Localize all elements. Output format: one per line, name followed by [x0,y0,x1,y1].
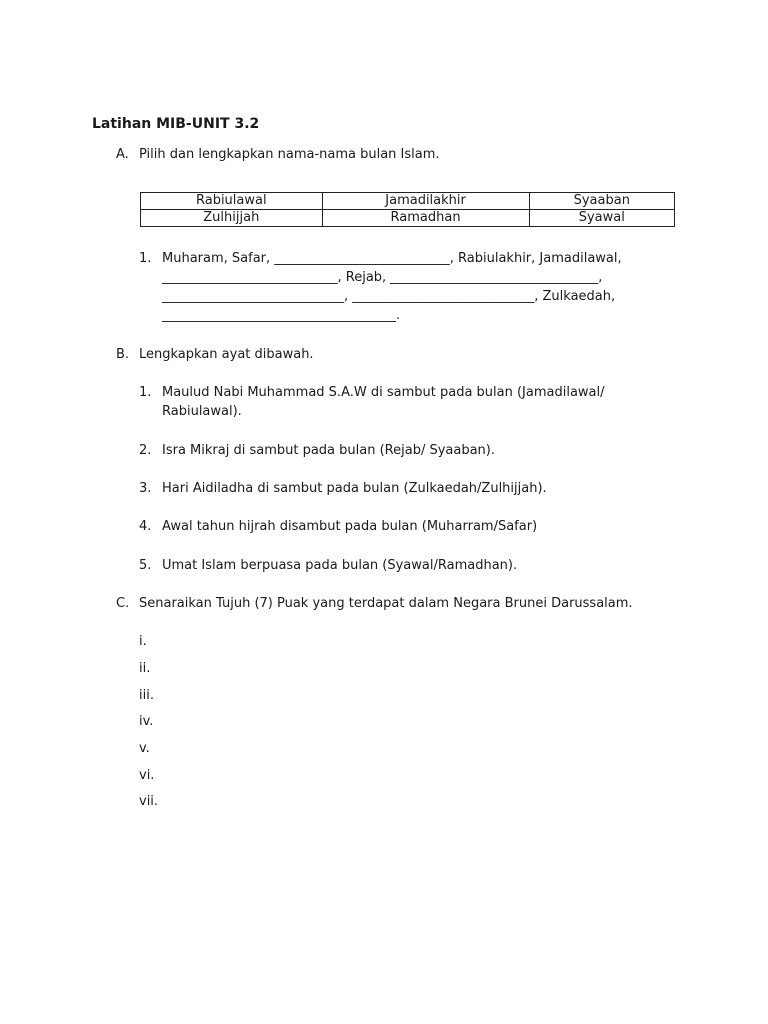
roman-numeral-item: iii. [139,688,154,703]
section-c-instruction: Senaraikan Tujuh (7) Puak yang terdapat dalam Negara Brunei Darussalam. [139,596,633,611]
roman-numeral-item: vi. [139,768,155,783]
question-number: 3. [139,481,152,496]
table-cell: Syawal [529,210,674,227]
roman-numeral-item: vii. [139,794,159,809]
question-text: Hari Aidiladha di sambut pada bulan (Zulkaedah/Zulhijjah). [162,481,547,496]
question-number: 1. [139,385,152,400]
table-cell: Jamadilakhir [322,193,529,210]
page-title: Latihan MIB-UNIT 3.2 [92,116,260,132]
question-text: Isra Mikraj di sambut pada bulan (Rejab/ Syaaban). [162,443,495,458]
table-row [141,210,675,227]
roman-numeral-item: ii. [139,661,151,676]
fill-blank-line: ____________________________________. [162,308,401,323]
section-a-instruction: Pilih dan lengkapkan nama-nama bulan Islam. [139,147,440,162]
section-b-marker: B. [116,347,130,362]
question-text: Awal tahun hijrah disambut pada bulan (Muharram/Safar) [162,519,538,534]
table-cell: Ramadhan [322,210,529,227]
question-text: Maulud Nabi Muhammad S.A.W di sambut pada bulan (Jamadilawal/ [162,385,605,400]
table-cell: Rabiulawal [141,193,323,210]
table-row [141,193,675,210]
roman-numeral-item: i. [139,634,147,649]
fill-blank-line: ___________________________, Rejab, ________________________________, [162,270,603,285]
question-text: Umat Islam berpuasa pada bulan (Syawal/Ramadhan). [162,558,518,573]
section-a-marker: A. [116,147,129,162]
question-text: Rabiulawal). [162,404,242,419]
section-b-instruction: Lengkapkan ayat dibawah. [139,347,314,362]
month-options-table [140,192,675,227]
table-cell: Zulhijjah [141,210,323,227]
roman-numeral-item: v. [139,741,150,756]
fill-blank-line: ____________________________, ____________________________, Zulkaedah, [162,289,616,304]
question-number: 4. [139,519,152,534]
section-c-marker: C. [116,596,130,611]
question-number: 5. [139,558,152,573]
fill-blank-line: Muharam, Safar, ___________________________, Rabiulakhir, Jamadilawal, [162,251,622,266]
question-number: 1. [139,251,152,266]
roman-numeral-item: iv. [139,714,154,729]
question-number: 2. [139,443,152,458]
table-cell: Syaaban [529,193,674,210]
